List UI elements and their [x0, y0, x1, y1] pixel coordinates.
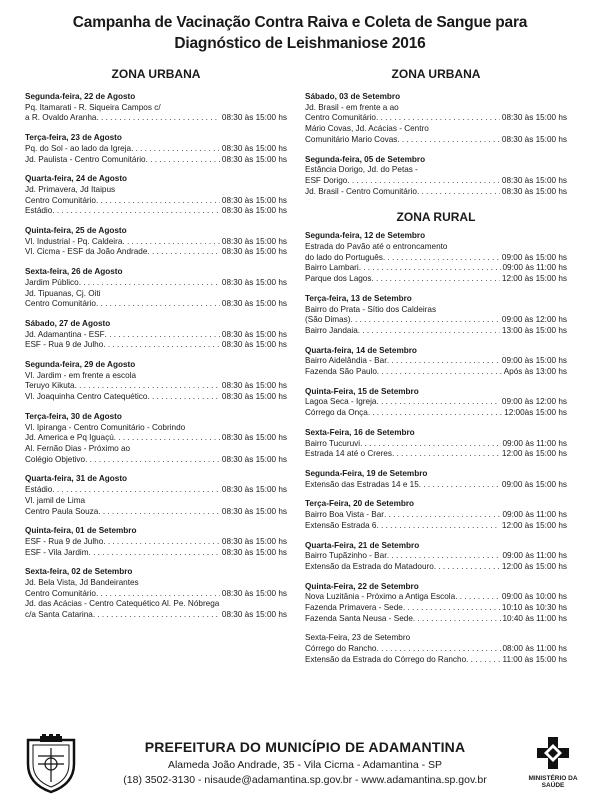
- dot-leader: [455, 592, 500, 603]
- dot-leader: [146, 155, 220, 166]
- schedule-row: [25, 589, 287, 600]
- location-name: Jardim Público: [25, 277, 79, 287]
- dot-leader: [434, 562, 500, 573]
- time-range: 08:30 às 15:00 hs: [221, 277, 287, 287]
- schedule-row: [25, 103, 287, 114]
- location-name: ESF - Rua 9 de Julho: [25, 536, 104, 546]
- schedule-day: [305, 387, 567, 419]
- location-name: Parque dos Lagos: [305, 274, 372, 284]
- schedule-row: [305, 521, 567, 532]
- location-name: Bairro do Prata - Sítio dos Caldeiras: [305, 304, 437, 314]
- dot-leader: [103, 340, 220, 351]
- schedule-row: [305, 449, 567, 460]
- time-range: 08:30 às 15:00 hs: [501, 175, 567, 185]
- time-range: 12:00 às 15:00 hs: [501, 274, 567, 284]
- dot-leader: [351, 315, 500, 326]
- schedule-row: [305, 176, 567, 187]
- time-range: 08:30 às 15:00 hs: [221, 381, 287, 391]
- day-title: Quarta-feira, 24 de Agosto: [25, 174, 128, 184]
- schedule-row: [25, 330, 287, 341]
- schedule-day: [305, 541, 567, 573]
- dot-leader: [377, 367, 502, 378]
- schedule-row: [305, 187, 567, 198]
- location-name: Extensão das Estradas 14 e 15: [305, 479, 419, 489]
- schedule-day: [25, 360, 287, 403]
- title-line-1: Campanha de Vacinação Contra Raiva e Coleta de Sangue para: [72, 14, 528, 31]
- schedule-row: [25, 548, 287, 559]
- location-name: Estádio: [25, 206, 53, 216]
- schedule-row: [25, 237, 287, 248]
- day-title: Sábado, 03 de Setembro: [305, 92, 401, 101]
- dot-leader: [376, 521, 499, 532]
- schedule-row: [25, 496, 287, 507]
- time-range: 12:00 às 15:00 hs: [501, 561, 567, 571]
- location-name: Estrada do Pavão até o entroncamento: [305, 242, 448, 252]
- schedule-row: [25, 113, 287, 124]
- dot-leader: [466, 655, 500, 666]
- time-range: 08:30 às 15:00 hs: [221, 113, 287, 123]
- location-name: Centro Paula Souza: [25, 506, 99, 516]
- time-range: 10:10 às 10:30 hs: [501, 603, 567, 613]
- day-title: Quinta-feira, 01 de Setembro: [25, 526, 137, 536]
- location-name: Pq. Itamarati - R. Siqueira Campos c/: [25, 102, 161, 112]
- prefeitura-name: PREFEITURA DO MUNICÍPIO DE ADAMANTINA: [144, 739, 466, 755]
- time-range: 08:30 às 15:00 hs: [221, 340, 287, 350]
- campaign-title: [0, 12, 600, 54]
- location-name: Córrego do Rancho: [305, 644, 377, 654]
- day-title: Sexta-feira, 26 de Agosto: [25, 267, 123, 277]
- dot-leader: [417, 187, 500, 198]
- ministry-cross-icon: [536, 736, 570, 770]
- location-name: Vl. jamil de Lima: [25, 495, 86, 505]
- location-name: Estrada 14 até o Creres: [305, 449, 392, 459]
- location-name: Lagoa Seca - Igreja: [305, 397, 377, 407]
- time-range: 10:40 às 11:00 hs: [502, 613, 567, 623]
- location-name: Bairro Tucuruvi: [305, 438, 361, 448]
- schedule-day: [25, 226, 287, 258]
- time-range: 09:00 às 11:00 hs: [502, 263, 567, 273]
- time-range: 09:00 às 12:00 hs: [501, 397, 567, 407]
- location-name: Jd. Paulista - Centro Comunitário: [25, 154, 146, 164]
- location-name: Jd. Tipuanas, Cj. Oiti: [25, 288, 101, 298]
- time-range: 08:30 às 15:00 hs: [221, 195, 287, 205]
- municipal-crest-icon: [22, 734, 80, 794]
- location-name: Pq. do Sol - ao lado da Igreja: [25, 143, 132, 153]
- dot-leader: [347, 176, 500, 187]
- right-schedule-rural: [305, 231, 567, 665]
- time-range: 08:30 às 15:00 hs: [221, 536, 287, 546]
- ministry-label: MINISTÉRIO DA SAÚDE: [528, 775, 578, 789]
- schedule-day: [305, 92, 567, 146]
- location-name: Bairro Jandaia: [305, 325, 358, 335]
- location-name: Comunitário Mario Covas: [305, 134, 398, 144]
- day-title: Terça-feira, 13 de Setembro: [305, 293, 412, 303]
- time-range: 12:00às 15:00 hs: [504, 408, 567, 418]
- right-column: [305, 64, 567, 675]
- schedule-day: [25, 92, 287, 124]
- dot-leader: [376, 644, 500, 655]
- location-name: Extensão Estrada 6: [305, 520, 377, 530]
- dot-leader: [384, 510, 500, 521]
- location-name: Bairro Lambari: [305, 263, 359, 273]
- dot-leader: [376, 113, 500, 124]
- schedule-row: [305, 242, 567, 253]
- dot-leader: [103, 537, 220, 548]
- schedule-day: [305, 155, 567, 198]
- dot-leader: [147, 247, 219, 258]
- location-name: Centro Comunitário: [25, 195, 96, 205]
- dot-leader: [93, 610, 220, 621]
- location-name: ESF Dorigo: [305, 175, 348, 185]
- location-name: Bairro Aidelândia - Bar: [305, 356, 387, 366]
- location-name: Fazenda Primavera - Sede: [305, 603, 403, 613]
- day-title: Sexta-feira, 02 de Setembro: [25, 567, 133, 577]
- location-name: Centro Comunitário: [25, 588, 96, 598]
- time-range: 08:30 às 15:00 hs: [221, 329, 287, 339]
- location-name: Estádio: [25, 485, 53, 495]
- ministry-logo: [522, 736, 584, 792]
- location-name: Nova Luzitânia - Próximo a Antiga Escola: [305, 592, 456, 602]
- schedule-day: [305, 499, 567, 531]
- dot-leader: [96, 589, 220, 600]
- day-title: Segunda-feira, 29 de Agosto: [25, 360, 136, 370]
- time-range: 08:30 às 15:00 hs: [221, 485, 287, 495]
- time-range: 09:00 às 15:00 hs: [501, 479, 567, 489]
- time-range: 08:30 às 15:00 hs: [501, 134, 567, 144]
- location-name: Fazenda Santa Neusa - Sede: [305, 613, 413, 623]
- schedule-row: [25, 247, 287, 258]
- left-column: [25, 64, 287, 630]
- location-name: Córrego da Onça: [305, 408, 368, 418]
- schedule-row: [305, 397, 567, 408]
- time-range: 09:00 às 15:00 hs: [501, 252, 567, 262]
- time-range: 11:00 às 15:00 hs: [502, 654, 567, 664]
- schedule-row: [305, 165, 567, 176]
- schedule-row: [25, 423, 287, 434]
- dot-leader: [96, 113, 219, 124]
- location-name: Vl. Industrial - Pq. Caldeira: [25, 236, 123, 246]
- dot-leader: [52, 485, 220, 496]
- time-range: 08:30 às 15:00 hs: [221, 236, 287, 246]
- schedule-row: [25, 144, 287, 155]
- day-title: Sábado, 27 de Agosto: [25, 318, 111, 328]
- schedule-row: [25, 381, 287, 392]
- schedule-row: [305, 480, 567, 491]
- left-schedule: [25, 92, 287, 621]
- time-range: 08:30 às 15:00 hs: [221, 206, 287, 216]
- schedule-row: [25, 610, 287, 621]
- schedule-row: [25, 444, 287, 455]
- location-name: Vl. Jardim - em frente a escola: [25, 370, 137, 380]
- location-name: Bairro Tupãzinho - Bar: [305, 551, 387, 561]
- dot-leader: [397, 135, 500, 146]
- schedule-row: [25, 455, 287, 466]
- time-range: 08:00 às 11:00 hs: [502, 644, 567, 654]
- schedule-row: [305, 562, 567, 573]
- time-range: 09:00 às 11:00 hs: [502, 510, 567, 520]
- day-title: Segunda-Feira, 19 de Setembro: [305, 468, 428, 478]
- schedule-day: [305, 231, 567, 285]
- location-name: Jd. America e Pq Iguaçú: [25, 433, 114, 443]
- time-range: 08:30 às 15:00 hs: [221, 299, 287, 309]
- schedule-row: [305, 439, 567, 450]
- time-range: 08:30 às 15:00 hs: [221, 454, 287, 464]
- time-range: Após às 13:00 hs: [503, 367, 567, 377]
- dot-leader: [75, 381, 220, 392]
- location-name: c/a Santa Catarina: [25, 610, 93, 620]
- time-range: 12:00 às 15:00 hs: [501, 520, 567, 530]
- schedule-row: [25, 537, 287, 548]
- schedule-row: [305, 603, 567, 614]
- schedule-row: [305, 367, 567, 378]
- dot-leader: [52, 206, 220, 217]
- schedule-day: [305, 428, 567, 460]
- schedule-day: [25, 133, 287, 165]
- day-title: Segunda-feira, 22 de Agosto: [25, 92, 136, 101]
- location-name: Jd. Brasil - Centro Comunitário: [305, 186, 417, 196]
- zone-heading-rural: ZONA RURAL: [396, 210, 476, 225]
- schedule-day: [25, 319, 287, 351]
- dot-leader: [89, 548, 220, 559]
- schedule-row: [305, 253, 567, 264]
- schedule-day: [305, 294, 567, 337]
- right-schedule-urban: [305, 92, 567, 197]
- day-title: Quinta-Feira, 15 de Setembro: [305, 386, 419, 396]
- day-title: Sexta-Feira, 23 de Setembro: [305, 633, 411, 643]
- dot-leader: [371, 274, 499, 285]
- dot-leader: [392, 449, 500, 460]
- schedule-row: [25, 206, 287, 217]
- zone-heading-urban-continued: ZONA URBANA: [391, 67, 481, 81]
- schedule-day: [305, 582, 567, 625]
- location-name: (São Dimas): [305, 315, 351, 325]
- location-name: ESF - Rua 9 de Julho: [25, 340, 104, 350]
- time-range: 08:30 às 15:00 hs: [221, 247, 287, 257]
- day-title: Terça-Feira, 20 de Setembro: [305, 499, 415, 509]
- dot-leader: [387, 551, 501, 562]
- schedule-row: [25, 340, 287, 351]
- time-range: 09:00 às 15:00 hs: [501, 356, 567, 366]
- dot-leader: [387, 356, 500, 367]
- zone-heading-urban: ZONA URBANA: [111, 67, 201, 81]
- day-title: Quarta-Feira, 21 de Setembro: [305, 540, 420, 550]
- dot-leader: [147, 392, 219, 403]
- dot-leader: [122, 237, 220, 248]
- schedule-row: [25, 578, 287, 589]
- prefeitura-contact: (18) 3502-3130 - nisaude@adamantina.sp.gov.br - www.adamantina.sp.gov.br: [123, 774, 487, 786]
- dot-leader: [358, 326, 500, 337]
- time-range: 09:00 às 10:00 hs: [501, 592, 567, 602]
- schedule-row: [25, 155, 287, 166]
- schedule-row: [305, 274, 567, 285]
- schedule-row: [305, 113, 567, 124]
- dot-leader: [114, 433, 220, 444]
- time-range: 09:00 às 11:00 hs: [502, 551, 567, 561]
- schedule-row: [25, 485, 287, 496]
- dot-leader: [383, 253, 500, 264]
- schedule-day: [305, 346, 567, 378]
- schedule-row: [305, 103, 567, 114]
- location-name: Al. Fernão Dias - Próximo ao: [25, 443, 131, 453]
- footer: [0, 730, 600, 796]
- location-name: do lado do Português: [305, 252, 383, 262]
- time-range: 08:30 às 15:00 hs: [501, 186, 567, 196]
- schedule-row: [25, 185, 287, 196]
- dot-leader: [376, 397, 499, 408]
- time-range: 08:30 às 15:00 hs: [221, 588, 287, 598]
- schedule-row: [305, 655, 567, 666]
- location-name: Jd. Primavera, Jd Itaipus: [25, 184, 116, 194]
- schedule-row: [305, 408, 567, 419]
- location-name: Jd. Bela Vista, Jd Bandeirantes: [25, 578, 139, 588]
- day-title: Quinta-feira, 25 de Agosto: [25, 226, 127, 236]
- schedule-row: [305, 315, 567, 326]
- dot-leader: [419, 480, 500, 491]
- title-line-2: Diagnóstico de Leishmaniose 2016: [174, 35, 426, 52]
- schedule-row: [305, 592, 567, 603]
- schedule-row: [25, 433, 287, 444]
- dot-leader: [96, 196, 220, 207]
- schedule-day: [25, 174, 287, 217]
- day-title: Quinta-Feira, 22 de Setembro: [305, 581, 419, 591]
- schedule-row: [305, 135, 567, 146]
- day-title: Sexta-Feira, 16 de Setembro: [305, 427, 415, 437]
- time-range: 08:30 às 15:00 hs: [221, 154, 287, 164]
- dot-leader: [360, 439, 500, 450]
- schedule-row: [305, 614, 567, 625]
- location-name: Teruyo Kikuta: [25, 381, 75, 391]
- time-range: 09:00 às 12:00 hs: [501, 315, 567, 325]
- schedule-row: [25, 507, 287, 518]
- time-range: 08:30 às 15:00 hs: [221, 392, 287, 402]
- location-name: Jd. Brasil - em frente a ao: [305, 102, 399, 112]
- schedule-row: [305, 356, 567, 367]
- schedule-day: [25, 267, 287, 310]
- time-range: 08:30 às 15:00 hs: [221, 143, 287, 153]
- dot-leader: [79, 278, 220, 289]
- dot-leader: [368, 408, 502, 419]
- schedule-day: [25, 412, 287, 466]
- time-range: 08:30 às 15:00 hs: [221, 610, 287, 620]
- location-name: Centro Comunitário: [305, 113, 376, 123]
- location-name: Vl. Joaquinha Centro Catequético: [25, 392, 148, 402]
- dot-leader: [96, 299, 220, 310]
- schedule-row: [305, 263, 567, 274]
- dot-leader: [85, 455, 220, 466]
- schedule-row: [305, 510, 567, 521]
- day-title: Segunda-feira, 12 de Setembro: [305, 231, 426, 241]
- dot-leader: [413, 614, 501, 625]
- schedule-row: [305, 305, 567, 316]
- time-range: 08:30 às 15:00 hs: [221, 506, 287, 516]
- schedule-row: [25, 196, 287, 207]
- schedule-day: [305, 469, 567, 490]
- location-name: Fazenda São Paulo: [305, 367, 377, 377]
- dot-leader: [131, 144, 220, 155]
- schedule-row: [305, 326, 567, 337]
- location-name: Extensão da Estrada do Córrego do Rancho: [305, 654, 467, 664]
- location-name: Colégio Objetivo: [25, 454, 86, 464]
- day-title: Terça-feira, 30 de Agosto: [25, 411, 122, 421]
- day-title: Segunda-feira, 05 de Setembro: [305, 154, 426, 164]
- location-name: Centro Comunitário: [25, 299, 96, 309]
- location-name: Estância Dorigo, Jd. do Petas -: [305, 165, 418, 175]
- schedule-row: [305, 551, 567, 562]
- day-title: Terça-feira, 23 de Agosto: [25, 133, 122, 143]
- location-name: Mário Covas, Jd. Acácias - Centro: [305, 124, 429, 134]
- location-name: ESF - Vila Jardim: [25, 547, 89, 557]
- schedule-day: [25, 526, 287, 558]
- schedule-row: [25, 278, 287, 289]
- location-name: Extensão da Estrada do Matadouro: [305, 561, 434, 571]
- dot-leader: [105, 330, 220, 341]
- schedule-row: [25, 371, 287, 382]
- location-name: Jd. das Acácias - Centro Catequético Al. Pe. Nóbrega: [25, 599, 220, 609]
- dot-leader: [98, 507, 220, 518]
- dot-leader: [359, 263, 501, 274]
- time-range: 08:30 às 15:00 hs: [501, 113, 567, 123]
- dot-leader: [403, 603, 500, 614]
- location-name: Vl. Ipiranga - Centro Comunitário - Cobrindo: [25, 422, 186, 432]
- schedule-day: [305, 633, 567, 665]
- time-range: 12:00 às 15:00 hs: [501, 449, 567, 459]
- time-range: 08:30 às 15:00 hs: [221, 547, 287, 557]
- schedule-day: [25, 474, 287, 517]
- location-name: Bairro Boa Vista - Bar: [305, 510, 385, 520]
- time-range: 08:30 às 15:00 hs: [221, 433, 287, 443]
- schedule-row: [305, 124, 567, 135]
- location-name: a R. Ovaldo Aranha: [25, 113, 97, 123]
- schedule-row: [25, 599, 287, 610]
- time-range: 13:00 às 15:00 hs: [501, 325, 567, 335]
- schedule-row: [25, 392, 287, 403]
- day-title: Quarta-feira, 14 de Setembro: [305, 345, 417, 355]
- schedule-row: [25, 299, 287, 310]
- prefeitura-address: Alameda João Andrade, 35 - Vila Cicma - Adamantina - SP: [167, 759, 443, 771]
- location-name: Jd. Adamantina - ESF: [25, 329, 105, 339]
- location-name: Vl. Cicma - ESF da João Andrade: [25, 247, 148, 257]
- schedule-row: [25, 289, 287, 300]
- day-title: Quarta-feira, 31 de Agosto: [25, 474, 128, 484]
- schedule-day: [25, 567, 287, 621]
- schedule-row: [305, 644, 567, 655]
- time-range: 09:00 às 11:00 hs: [502, 438, 567, 448]
